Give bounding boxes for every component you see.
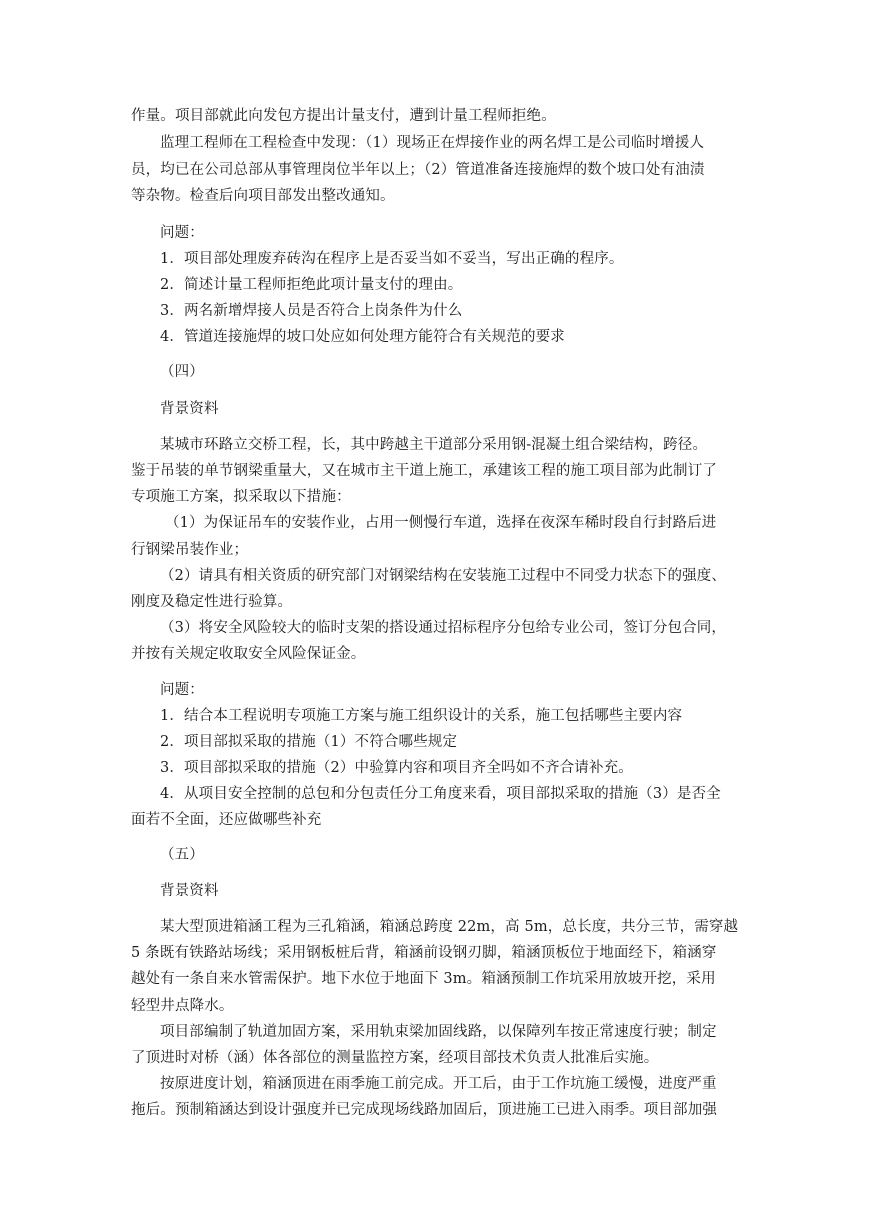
text-line: （3）将安全风险较大的临时支架的搭设通过招标程序分包给专业公司，签订分包合同， bbox=[160, 620, 727, 636]
text-line: 3．项目部拟采取的措施（2）中验算内容和项目齐全吗如不齐合请补充。 bbox=[160, 760, 633, 776]
text-line: 3．两名新增焊接人员是否符合上岗条件为什么 bbox=[160, 303, 463, 319]
text-line: 等杂物。检查后向项目部发出整改通知。 bbox=[131, 188, 395, 204]
text-line: 鉴于吊装的单节钢梁重量大，又在城市主干道上施工，承建该工程的施工项目部为此制订了 bbox=[131, 463, 717, 479]
text-line: 问题： bbox=[160, 682, 204, 698]
section-subheading: 背景资料 bbox=[160, 883, 219, 899]
text-line: 刚度及稳定性进行验算。 bbox=[131, 594, 293, 610]
text-line: 了顶进时对桥（涵）体各部位的测量监控方案，经项目部技术负责人批准后实施。 bbox=[131, 1050, 659, 1066]
text-line: （2）请具有相关资质的研究部门对钢梁结构在安装施工过程中不同受力状态下的强度、 bbox=[160, 568, 727, 584]
section-heading: （四） bbox=[160, 364, 204, 380]
text-line: 越处有一条自来水管需保护。地下水位于地面下 3m。箱涵预制工作坑采用放坡开挖，采用 bbox=[131, 971, 716, 987]
text-line: 4．从项目安全控制的总包和分包责任分工角度来看，项目部拟采取的措施（3）是否全 bbox=[160, 786, 721, 802]
text-line: 按原进度计划，箱涵顶进在雨季施工前完成。开工后，由于工作坑施工缓慢，进度严重 bbox=[160, 1076, 717, 1092]
text-line: 某城市环路立交桥工程，长，其中跨越主干道部分采用钢-混凝土组合梁结构，跨径。 bbox=[160, 437, 708, 453]
text-line: 5 条既有铁路站场线；采用钢板桩后背，箱涵前设钢刃脚，箱涵顶板位于地面经下，箱涵穿 bbox=[131, 945, 717, 961]
text-line: 2．简述计量工程师拒绝此项计量支付的理由。 bbox=[160, 277, 463, 293]
text-line: 1．项目部处理废弃砖沟在程序上是否妥当如不妥当，写出正确的程序。 bbox=[160, 251, 624, 267]
text-line: 面若不全面，还应做哪些补充 bbox=[131, 812, 322, 828]
text-line: 问题： bbox=[160, 225, 204, 241]
section-heading: （五） bbox=[160, 847, 204, 863]
text-line: 1．结合本工程说明专项施工方案与施工组织设计的关系，施工包括哪些主要内容 bbox=[160, 708, 683, 724]
text-line: 监理工程师在工程检查中发现：（1）现场正在焊接作业的两名焊工是公司临时增援人 bbox=[160, 135, 705, 151]
text-line: 员，均已在公司总部从事管理岗位半年以上；（2）管道准备连接施焊的数个坡口处有油渍 bbox=[131, 162, 705, 178]
text-line: 轻型井点降水。 bbox=[131, 998, 234, 1014]
text-line: 项目部编制了轨道加固方案，采用轨束梁加固线路，以保障列车按正常速度行驶；制定 bbox=[160, 1024, 717, 1040]
text-line: 并按有关规定收取安全风险保证金。 bbox=[131, 646, 366, 662]
text-line: 某大型顶进箱涵工程为三孔箱涵，箱涵总跨度 22m，高 5m，总长度，共分三节，需穿越 bbox=[160, 919, 739, 935]
text-line: 作量。项目部就此向发包方提出计量支付，遭到计量工程师拒绝。 bbox=[131, 108, 556, 124]
text-line: 专项施工方案，拟采取以下措施： bbox=[131, 489, 351, 505]
text-line: 拖后。预制箱涵达到设计强度并已完成现场线路加固后，顶进施工已进入雨季。项目部加强 bbox=[131, 1102, 717, 1118]
text-line: 行钢梁吊装作业； bbox=[131, 542, 249, 558]
section-subheading: 背景资料 bbox=[160, 401, 219, 417]
text-line: 4．管道连接施焊的坡口处应如何处理方能符合有关规范的要求 bbox=[160, 329, 565, 345]
text-line: （1）为保证吊车的安装作业，占用一侧慢行车道，选择在夜深车稀时段自行封路后进 bbox=[165, 515, 717, 531]
text-line: 2．项目部拟采取的措施（1）不符合哪些规定 bbox=[160, 734, 458, 750]
